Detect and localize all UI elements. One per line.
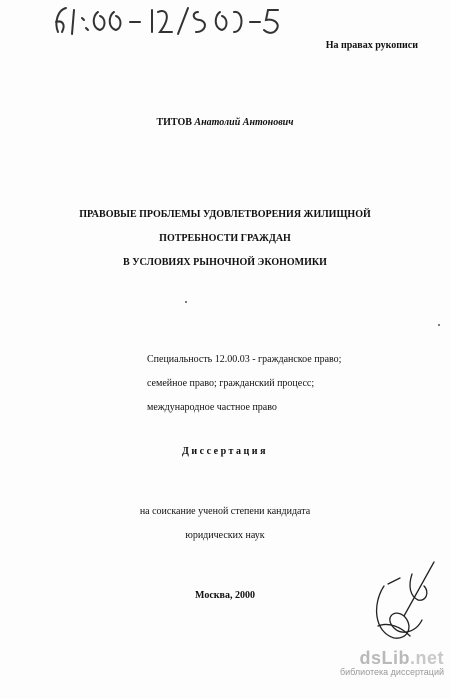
site-watermark — [334, 648, 444, 677]
degree-line: на соискание ученой степени кандидата — [139, 506, 311, 517]
specialty-block — [147, 348, 342, 420]
handwritten-signature — [364, 556, 444, 646]
specialty-line: международное частное право — [147, 402, 277, 413]
watermark-brand-tld: .net — [409, 648, 444, 668]
speck — [185, 301, 187, 303]
watermark-brand — [334, 648, 444, 669]
author-surname: ТИТОВ — [156, 117, 192, 128]
author-given-names: Анатолий Антонович — [194, 117, 294, 128]
dissertation-title — [0, 203, 450, 275]
document-type: Диссертация — [182, 446, 268, 457]
rights-notice: На правах рукописи — [325, 40, 418, 51]
watermark-brand-main: dsLib — [359, 648, 410, 668]
degree-line: юридических наук — [185, 530, 265, 541]
degree-block — [0, 500, 450, 548]
speck — [438, 324, 440, 326]
watermark-subtitle: библиотека диссертаций — [339, 667, 444, 677]
title-line: В УСЛОВИЯХ РЫНОЧНОЙ ЭКОНОМИКИ — [123, 257, 327, 268]
title-line: ПОТРЕБНОСТИ ГРАЖДАН — [159, 233, 291, 244]
place-year: Москва, 2000 — [195, 590, 255, 601]
title-line: ПРАВОВЫЕ ПРОБЛЕМЫ УДОВЛЕТВОРЕНИЯ ЖИЛИЩНОЙ — [79, 209, 371, 220]
handwritten-archive-number — [48, 2, 318, 42]
specialty-line: семейное право; гражданский процесс; — [147, 378, 315, 389]
specialty-line: Специальность 12.00.03 - гражданское право; — [147, 354, 342, 365]
author-name — [0, 117, 450, 128]
